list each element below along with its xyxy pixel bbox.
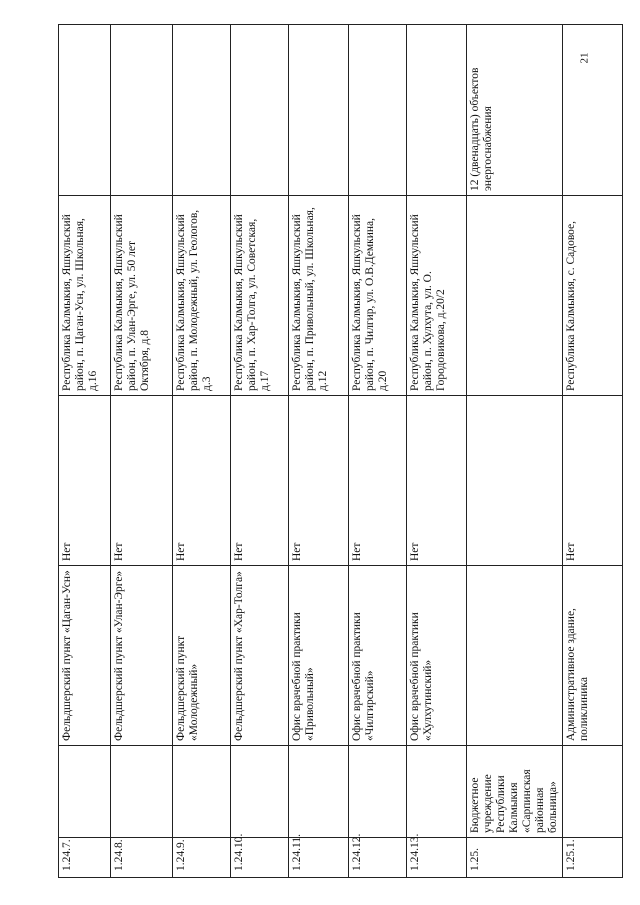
objects-table	[58, 24, 623, 878]
flag-cell: Нет	[59, 396, 111, 566]
flag-cell: Нет	[111, 396, 173, 566]
flag-cell: Нет	[407, 396, 467, 566]
row-number: 1.24.7.	[59, 838, 111, 878]
objects-count-cell: 12 (двенадцать) объектов энергоснабжения	[467, 25, 563, 196]
object-name-cell: Фельдшерский пункт «Цаган-Усн»	[59, 566, 111, 746]
address-cell: Республика Калмыкия, Яшкульский район, п. Хулхута, ул. О. Городовикова, д.20/2	[407, 196, 467, 396]
organization-cell	[407, 746, 467, 838]
objects-count-cell	[563, 25, 623, 196]
object-name-cell: Фельдшерский пункт «Улан-Эрге»	[111, 566, 173, 746]
row-number: 1.24.10.	[231, 838, 289, 878]
flag-cell: Нет	[289, 396, 349, 566]
address-cell: Республика Калмыкия, Яшкульский район, п. Цаган-Усн, ул. Школьная, д.16	[59, 196, 111, 396]
objects-count-cell	[407, 25, 467, 196]
table-row	[111, 25, 173, 878]
organization-cell: Бюджетное учреждение Республики Калмыкия «Сарпинская районная больница»	[467, 746, 563, 838]
flag-cell	[467, 396, 563, 566]
objects-count-cell	[289, 25, 349, 196]
table-row	[563, 25, 623, 878]
flag-cell: Нет	[349, 396, 407, 566]
address-cell: Республика Калмыкия, Яшкульский район, п. Чилгир, ул. О.В.Демкина, д.20	[349, 196, 407, 396]
address-cell: Республика Калмыкия, с. Садовое,	[563, 196, 623, 396]
organization-cell	[231, 746, 289, 838]
row-number: 1.25.	[467, 838, 563, 878]
table-row	[231, 25, 289, 878]
row-number: 1.24.12.	[349, 838, 407, 878]
objects-count-cell	[173, 25, 231, 196]
organization-cell	[289, 746, 349, 838]
rotated-table-wrapper	[58, 25, 604, 878]
page-number: 21	[578, 52, 591, 64]
object-name-cell: Офис врачебной практики «Привольный»	[289, 566, 349, 746]
organization-cell	[111, 746, 173, 838]
organization-cell	[59, 746, 111, 838]
objects-count-cell	[59, 25, 111, 196]
object-name-cell: Административное здание, поликлиника	[563, 566, 623, 746]
objects-count-cell	[111, 25, 173, 196]
flag-cell: Нет	[563, 396, 623, 566]
row-number: 1.24.11.	[289, 838, 349, 878]
objects-count-cell	[231, 25, 289, 196]
flag-cell: Нет	[173, 396, 231, 566]
object-name-cell: Офис врачебной практики «Чилгирский»	[349, 566, 407, 746]
address-cell: Республика Калмыкия, Яшкульский район, п. Привольный, ул. Школьная, д.12	[289, 196, 349, 396]
address-cell: Республика Калмыкия, Яшкульский район, п. Хар-Толга, ул. Советская, д.17	[231, 196, 289, 396]
row-number: 1.24.8.	[111, 838, 173, 878]
table-row	[59, 25, 111, 878]
address-cell: Республика Калмыкия, Яшкульский район, п. Молодежный, ул. Геологов, д.3	[173, 196, 231, 396]
organization-cell	[349, 746, 407, 838]
table-row	[289, 25, 349, 878]
table-row	[349, 25, 407, 878]
flag-cell: Нет	[231, 396, 289, 566]
organization-cell	[173, 746, 231, 838]
address-cell: Республика Калмыкия, Яшкульский район, п. Улан-Эрге, ул. 50 лет Октября, д.8	[111, 196, 173, 396]
row-number: 1.25.1.	[563, 838, 623, 878]
table-row	[407, 25, 467, 878]
object-name-cell	[467, 566, 563, 746]
objects-count-cell	[349, 25, 407, 196]
table-row	[173, 25, 231, 878]
object-name-cell: Офис врачебной практики «Хулхутинский»	[407, 566, 467, 746]
row-number: 1.24.9.	[173, 838, 231, 878]
organization-cell	[563, 746, 623, 838]
object-name-cell: Фельдшерский пункт «Хар-Толга»	[231, 566, 289, 746]
address-cell	[467, 196, 563, 396]
table-row	[467, 25, 563, 878]
object-name-cell: Фельдшерский пункт «Молодежный»	[173, 566, 231, 746]
row-number: 1.24.13.	[407, 838, 467, 878]
